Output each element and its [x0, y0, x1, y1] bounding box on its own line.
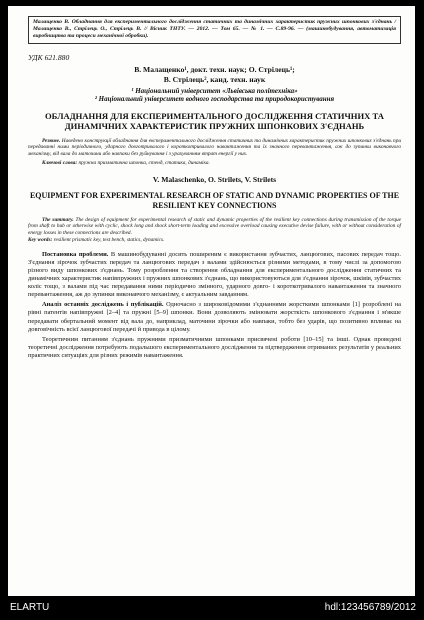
authors-line-2: В. Стрілець², канд. техн. наук — [163, 74, 266, 84]
abstract-ukrainian — [28, 138, 401, 158]
summary-label: The summary. — [42, 216, 74, 223]
keywords-en-label: Key words: — [28, 237, 53, 243]
footer-source-label: ELARTU — [10, 602, 50, 613]
paragraph-problem — [28, 251, 401, 300]
title-english: EQUIPMENT FOR EXPERIMENTAL RESEARCH OF STATIC AND DYNAMIC PROPERTIES OF THE RESILIENT KEY CONNECTIONS — [29, 190, 400, 211]
paragraph-problem-text: В машинобудуванні досить поширеним є використання зубчастих, ланцюгових, пасових передач тощо. З'єднання зірочок зубчастих передач та ланцюгових передач з валами здійснюється різними методами, в тому числі за допомогою різного виду шпонкових з'єднань. Тому розроблення та створення обладнання для експериментального дослідження статичних та динамічних характеристик напівпружних і пружних шпонкових з'єднань, що використовуються для з'єднання зірочок, шківів, зубчастих коліс тощо, з валами під час передавання ними періодично змінного, ударного довго- і короткотривалого навантаження та значного перевантаження, аж до зупинки виконавчого механізму, є актуальним завданням. — [28, 250, 401, 299]
paragraph-theory: Теоретичним питанням з'єднань пружними призматичними шпонками присвячені роботи [10–15] та інші. Однак проведені теоретичні дослідження потребують подальшого експериментального дослідження та підтвердження отриманих результатів у реальних практичних ситуаціях для різних режимів навантаження. — [28, 335, 401, 359]
summary-text: The design of equipment for experimental research of static and dynamic properties of the resilient key connections during transmission of the torque from shaft to hub or otherwise with cyclic, shock long and shock short-term loading and excessive overload causing executive devise failure, with or without consideration of energy losses in these connections are described. — [28, 216, 401, 237]
paragraph-analysis — [28, 301, 401, 333]
abstract-text: Наведено конструкції обладнання для експериментального дослідження статичних та динамічних характеристик пружних шпонкових з'єднань при передаванні ними періодичного, ударного довготривалого і короткотривалого навантаження та їх значного перевантаження, аж до зупинки виконавчого механізму, від вала до маточини або навпаки без руйнування і з урахуванням втрат енергії у них. — [28, 137, 401, 158]
udc-code: УДК 621.880 — [28, 52, 70, 62]
keywords-label: Ключові слова: — [42, 160, 78, 166]
paragraph-analysis-label: Аналіз останніх досліджень і публікацій. — [42, 301, 164, 309]
body-text — [28, 251, 401, 360]
authors-english: V. Malaschenko, O. Strilets, V. Strilets — [152, 174, 277, 184]
abstract-label: Резюме. — [42, 137, 61, 144]
authors-ukrainian — [28, 65, 401, 85]
affiliation-1: ¹ Національний університет «Львівська політехніка» — [131, 86, 298, 95]
keywords-text: пружна призматична шпонка, стенд, статика, динаміка. — [78, 160, 210, 166]
footer-handle-label: hdl:123456789/2012 — [324, 602, 416, 613]
page-content — [28, 16, 401, 362]
affiliations — [28, 87, 401, 104]
footer-bar — [0, 596, 424, 620]
title-ukrainian: ОБЛАДНАННЯ ДЛЯ ЕКСПЕРИМЕНТАЛЬНОГО ДОСЛІДЖЕННЯ СТАТИЧНИХ ТА ДИНАМІЧНИХ ХАРАКТЕРИСТИК ПРУЖНИХ ШПОНКОВИХ З'ЄДНАНЬ — [44, 110, 385, 132]
paragraph-analysis-text: Одночасно з широковідомими з'єднаннями жорсткими шпонками [1] розроблені на рівні патентів напівпружні [2–4] та пружні [5–9] шпонки. Вони дозволяють змінювати жорсткість шпонкового з'єднання і м'якше передавати обертальний момент від вала до, наприклад, маточини зірочки або навпаки, тобто без ударів, що позитивно впливає на довговічність всієї ланцюгової передачі й привода в цілому. — [28, 301, 401, 333]
citation-box: Малащенко В. Обладнання для експериментального дослідження статичних та динамічних характеристик пружних шпонкових з'єднань / Малащенко В., Стрілець О., Стрілець В. // Вісник ТНТУ. — 2012. — Том 65. — № 1. — С.89-96. — (машинобудування, автоматизація виробництва та процеси механічної обробки). — [28, 16, 401, 44]
document-page — [8, 6, 415, 596]
summary-english — [28, 217, 401, 244]
authors-line-1: В. Малащенко¹, докт. техн. наук; О. Стрілець¹; — [134, 64, 295, 74]
affiliation-2: ² Національний університет водного господарства та природокористування — [94, 95, 335, 104]
keywords-en-text: resilient prismatic key, test bench, statics, dynamics. — [53, 237, 165, 243]
paragraph-problem-label: Постановка проблеми. — [42, 250, 109, 258]
keywords-ukrainian — [28, 160, 401, 167]
